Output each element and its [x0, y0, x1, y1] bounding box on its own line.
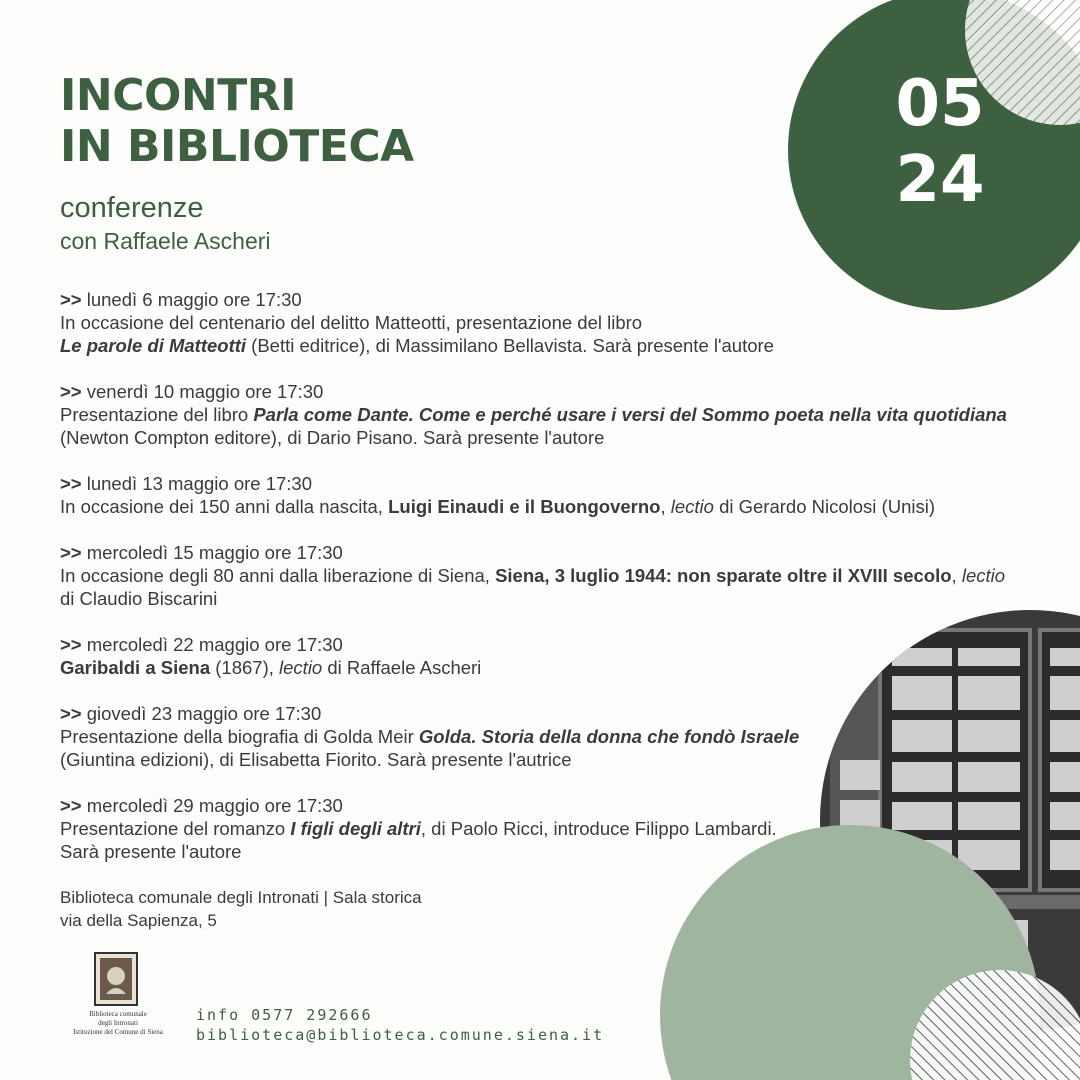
event-title: Golda. Storia della donna che fondò Israele [418, 726, 800, 747]
venue-name: Biblioteca comunale degli Intronati | Sala storica [60, 888, 422, 907]
event-intro: Presentazione della biografia di Golda Meir [60, 726, 419, 747]
event-title: I figli degli altri [290, 818, 421, 839]
arrow-icon: >> [60, 795, 82, 816]
event-list [60, 288, 1050, 886]
contact-email[interactable]: biblioteca@biblioteca.comune.siena.it [196, 1026, 605, 1044]
event-date: mercoledì 22 maggio ore 17:30 [81, 634, 343, 655]
event-item [60, 633, 1050, 679]
event-intro: Presentazione del libro [60, 404, 254, 425]
contact-info [196, 1005, 604, 1045]
event-lectio: lectio [670, 496, 714, 517]
arrow-icon: >> [60, 542, 82, 563]
event-date: lunedì 13 maggio ore 17:30 [81, 473, 313, 494]
subtitle-speaker: con Raffaele Ascheri [60, 228, 271, 254]
date-badge [880, 66, 1000, 218]
event-lectio: lectio [279, 657, 323, 678]
event-title: Parla come Dante. Come e perché usare i versi del Sommo poeta nella vita quotidiana [253, 404, 1007, 425]
event-lectio: lectio [961, 565, 1006, 586]
event-details: (Giuntina edizioni), di Elisabetta Fiorito. Sarà presente l'autrice [60, 749, 572, 770]
event-date: lunedì 6 maggio ore 17:30 [81, 289, 302, 310]
subtitle-conferenze: conferenze [60, 192, 204, 224]
logo-line-1: Biblioteca comunale [89, 1010, 147, 1018]
event-intro: Presentazione del romanzo [60, 818, 291, 839]
event-intro: In occasione del centenario del delitto Matteotti, presentazione del libro [60, 312, 643, 333]
arrow-icon: >> [60, 289, 82, 310]
event-intro: In occasione dei 150 anni dalla nascita, [60, 496, 389, 517]
date-year: 24 [895, 143, 985, 217]
page-title [60, 70, 414, 172]
event-details: (Betti editrice), di Massimilano Bellavista. Sarà presente l'autore [246, 335, 774, 356]
event-title: Siena, 3 luglio 1944: non sparate oltre il XVIII secolo [495, 565, 952, 586]
event-date: mercoledì 15 maggio ore 17:30 [81, 542, 343, 563]
event-details: di Gerardo Nicolosi (Unisi) [713, 496, 935, 517]
event-title: Garibaldi a Siena [60, 657, 211, 678]
logo-line-3: Istituzione del Comune di Siena [73, 1028, 163, 1036]
logo-caption [48, 1010, 188, 1037]
event-item [60, 541, 1020, 610]
logo-line-2: degli Intronati [98, 1019, 138, 1027]
event-item [60, 702, 840, 771]
event-title: Le parole di Matteotti [60, 335, 247, 356]
date-month: 05 [895, 67, 985, 141]
event-date: venerdì 10 maggio ore 17:30 [81, 381, 324, 402]
event-details: (1867), [210, 657, 280, 678]
event-item [60, 380, 1020, 449]
event-details: , di Paolo Ricci, introduce Filippo Lambardi. Sarà presente l'autore [60, 818, 777, 862]
venue-address: via della Sapienza, 5 [60, 911, 217, 930]
event-speaker: di Raffaele Ascheri [322, 657, 482, 678]
event-title: Luigi Einaudi e il Buongoverno [388, 496, 661, 517]
event-details: (Newton Compton editore), di Dario Pisano. Sarà presente l'autore [60, 427, 605, 448]
event-sep: , [951, 565, 962, 586]
title-line-2: IN BIBLIOTECA [60, 121, 414, 172]
contact-phone: info 0577 292666 [196, 1006, 373, 1024]
arrow-icon: >> [60, 703, 82, 724]
event-date: mercoledì 29 maggio ore 17:30 [81, 795, 343, 816]
event-details: di Claudio Biscarini [60, 588, 218, 609]
event-date: giovedì 23 maggio ore 17:30 [81, 703, 322, 724]
event-intro: In occasione degli 80 anni dalla liberazione di Siena, [60, 565, 496, 586]
event-item [60, 794, 780, 863]
title-line-1: INCONTRI [60, 70, 296, 121]
event-item [60, 288, 1050, 357]
arrow-icon: >> [60, 634, 82, 655]
venue-info [60, 886, 422, 932]
library-crest-icon [94, 952, 138, 1006]
arrow-icon: >> [60, 473, 82, 494]
event-sep: , [660, 496, 671, 517]
event-item [60, 472, 1050, 518]
arrow-icon: >> [60, 381, 82, 402]
